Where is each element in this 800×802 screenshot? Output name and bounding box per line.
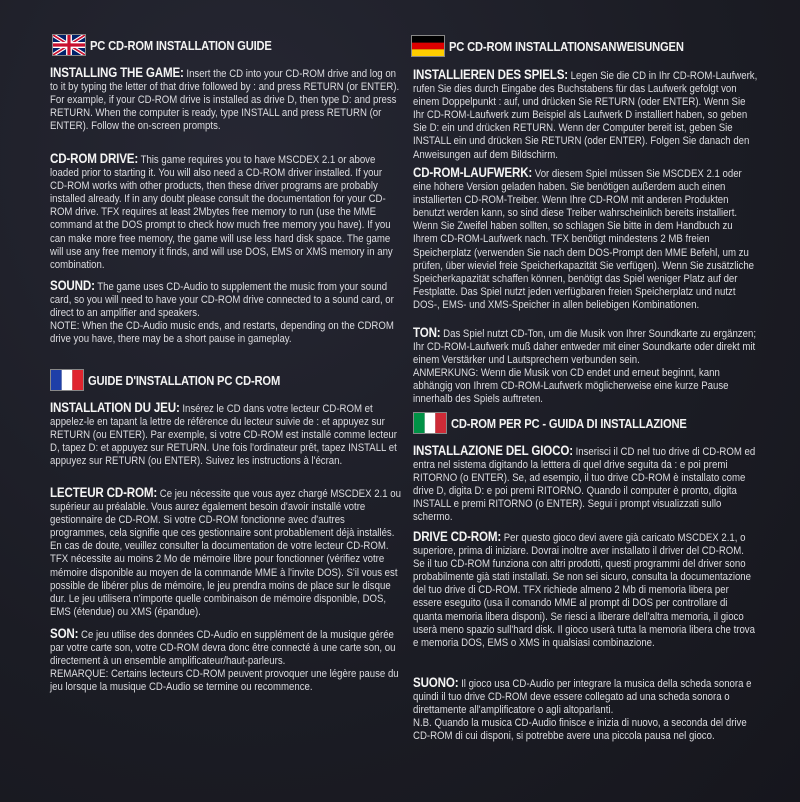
- de-drive-block: [413, 166, 759, 312]
- en-sound-block: [50, 279, 402, 346]
- german-section-title: PC CD-ROM INSTALLATIONSANWEISUNGEN: [449, 38, 684, 54]
- uk-flag-icon: [52, 34, 86, 56]
- fr-install-block: [50, 401, 402, 468]
- de-sound-note: ANMERKUNG: Wenn die Musik von CD endet und erneut beginnt, kann abhängig von Ihrem CD-ROM-Laufwerk möglicherweise eine kurze Pause innerhalb des Spiels auftreten.: [413, 367, 729, 406]
- it-install-heading: INSTALLAZIONE DEL GIOCO:: [413, 443, 573, 458]
- it-drive-heading: DRIVE CD-ROM:: [413, 529, 502, 544]
- de-install-block: [413, 68, 759, 162]
- french-section-title: GUIDE D'INSTALLATION PC CD-ROM: [88, 372, 281, 388]
- english-section-header: [52, 32, 301, 58]
- fr-install-text: Insérez le CD dans votre lecteur CD-ROM et appelez-le en tapant la lettre de référence du lecteur suivie de : et appuyez sur RETURN (ou ENTER). Par exemple, si votre CD-ROM est installé comme lecteur D, tapez D: et appuyez sur RETURN. Une fois l'ordinateur prêt, tapez INSTALL et appuyez sur RETURN (ou ENTER). Suivez les instructions à l'écran.: [50, 403, 397, 468]
- it-sound-text: Il gioco usa CD-Audio per integrare la musica della scheda sonora e quindi il tuo drive CD-ROM deve essere collegato ad una scheda sonora o direttamente all'amplificatore o agli altoparlanti.: [413, 678, 752, 717]
- de-drive-heading: CD-ROM-LAUFWERK:: [413, 165, 533, 180]
- en-drive-text: This game requires you to have MSCDEX 2.1 or above loaded prior to starting it. You will also need a CD-ROM driver installed. If your CD-ROM works with other products, then these driver programs are probably installed already. If in any doubt please consult the documentation for your CD-ROM drive. TFX requires at least 2Mbytes free memory to run (use the MME command at the DOS prompt to check how much free memory you have). If you can make more free memory, the game will use less hard disk space. The game will use any free memory it finds, and will use DOS, EMS or XMS memory in any combination.: [50, 154, 393, 271]
- en-drive-block: [50, 152, 402, 272]
- fr-sound-block: [50, 627, 402, 694]
- fr-drive-block: [50, 486, 402, 619]
- fr-sound-heading: SON:: [50, 626, 79, 641]
- de-install-heading: INSTALLIEREN DES SPIELS:: [413, 67, 568, 82]
- de-install-text: Legen Sie die CD in Ihr CD-ROM-Laufwerk, rufen Sie dies durch Eingabe des Buchstabens für das Laufwerk gefolgt von einem Doppelpunkt : auf, und drücken Sie RETURN (oder ENTER). Wenn Sie Ihr CD-ROM-Laufwerk zum Beispiel als Laufwerk D installiert haben, so geben Sie D: ein und drücken RETURN. Wenn der Computer bereit ist, geben Sie INSTALL ein und drücken Sie RETURN (oder ENTER). Folgen Sie danach den Anweisungen auf dem Bildschirm.: [413, 70, 758, 161]
- it-drive-block: [413, 530, 759, 650]
- de-sound-block: [413, 326, 759, 407]
- de-sound-heading: TON:: [413, 325, 441, 340]
- it-drive-text: Per questo gioco devi avere già caricato MSCDEX 2.1, o superiore, prima di iniziare. Dovrai inoltre aver installato il driver del CD-ROM. Se il tuo CD-ROM funziona con altri prodotti, questi programmi del driver sono probabilmente già stati installati. Se non sei sicuro, consulta la documentazione del tuo drive di CD-ROM. TFX richiede almeno 2 Mb di memoria libera per essere eseguito (usa il comando MME al prompt di DOS per controllare di quanta memoria libera disponi). Se riesci a liberare dell'altra memoria, il gioco userà meno spazio sull'hard disk. Il gioco userà tutta la memoria libera che trova e memoria DOS, EMS o XMS in qualsiasi combinazione.: [413, 532, 755, 649]
- de-drive-text: Vor diesem Spiel müssen Sie MSCDEX 2.1 oder eine höhere Version geladen haben. Sie benötigen außerdem auch einen installierten CD-ROM-Treiber. Wenn Ihre CD-ROM mit anderen Produkten benutzt werden kann, so sind diese Treiber wahrscheinlich bereits installiert. Wenn Sie Zweifel haben sollten, so schlagen Sie bitte in dem Handbuch zu Ihrem CD-ROM-Laufwerk nach. TFX benötigt mindestens 2 MB freien Speicherplatz (verwenden Sie nach dem DOS-Prompt den MME Befehl, um zu prüfen, über wieviel freie Speicherkapazität Sie verfügen). Wenn Sie zusätzliche Speicherkapazität schaffen können, benötigt das Spiel weniger Platz auf der Festplatte. Das Spiel nutzt jeden verfügbaren freien Speicherplatz und nutzt DOS-, EMS- und XMS-Speicher in allen beliebigen Kombinationen.: [413, 168, 755, 311]
- en-sound-heading: SOUND:: [50, 278, 95, 293]
- en-install-block: [50, 66, 402, 133]
- en-install-heading: INSTALLING THE GAME:: [50, 65, 184, 80]
- it-install-text: Inserisci il CD nel tuo drive di CD-ROM ed entra nel sistema digitando la letttera di quel drive seguita da : e poi premi RITORNO (o ENTER). Se, ad esempio, il tuo drive CD-ROM è installato come drive D, digita D: e poi premi RITORNO. Quando il computer è pronto, digita INSTALL e premi RITORNO (o ENTER). Segui i prompt visualizzati sullo schermo.: [413, 446, 756, 524]
- en-drive-heading: CD-ROM DRIVE:: [50, 151, 139, 166]
- it-install-block: [413, 444, 759, 525]
- en-install-text: Insert the CD into your CD-ROM drive and log on to it by typing the letter of that drive followed by : and press RETURN (or ENTER). For example, if your CD-ROM drive is installed as drive D, then type D: and press RETURN. When the computer is ready, type INSTALL and press RETURN (or ENTER). Follow the on-screen prompts.: [50, 68, 400, 133]
- en-sound-text: The game uses CD-Audio to supplement the music from your sound card, so you will need to have your CD-ROM drive connected to a sound card, or direct to an amplifier and speakers.: [50, 281, 394, 320]
- french-section-header: [50, 367, 311, 393]
- en-sound-note: NOTE: When the CD-Audio music ends, and restarts, depending on the CDROM drive you have, there may be a short pause in gameplay.: [50, 320, 394, 346]
- fr-drive-text: Ce jeu nécessite que vous ayez chargé MSCDEX 2.1 ou supérieur au préalable. Vous aurez également besoin d'avoir installé votre gestionnaire de CD-ROM. Si votre CD-ROM fonctionne avec d'autres programmes, cela signifie que ces gestionnaire sont probablement déjà installés. En cas de doute, veuillez consulter la documentation de votre lecteur CD-ROM. TFX nécessite au moins 2 Mo de mémoire libre pour fonctionner (vérifiez votre mémoire disponible au moyen de la commande MME à l'invite DOS). S'il vous est possible de libérer plus de mémoire, le jeu prendra moins de place sur le disque dur. Le jeu utilisera n'importe quelle combinaison de mémoire disponible, DOS, EMS (étendue) ou XMS (épandue).: [50, 488, 401, 618]
- it-sound-heading: SUONO:: [413, 675, 459, 690]
- de-sound-text: Das Spiel nutzt CD-Ton, um die Musik von Ihrer Soundkarte zu ergänzen; Ihr CD-ROM-Laufwerk muß daher entweder mit einer Soundkarte oder direkt mit einem Verstärker und Lautsprechern verbunden sein.: [413, 328, 757, 367]
- fr-sound-note: REMARQUE: Certains lecteurs CD-ROM peuvent provoquer une légère pause du jeu lorsque la musique CD-Audio se termine ou recommence.: [50, 668, 399, 694]
- italian-flag-icon: [413, 412, 447, 434]
- fr-drive-heading: LECTEUR CD-ROM:: [50, 485, 158, 500]
- it-sound-note: N.B. Quando la musica CD-Audio finisce e inizia di nuovo, a seconda del drive CD-ROM di cui disponi, si potrebbe avere una piccola pausa nel gioco.: [413, 717, 747, 743]
- german-section-header: [411, 33, 722, 59]
- italian-section-header: [413, 410, 725, 436]
- fr-sound-text: Ce jeu utilise des données CD-Audio en supplément de la musique gérée par votre carte son, votre CD-ROM devra donc être connecté à une carte son, ou directement à un ensemble amplificateur/haut-parleurs.: [50, 629, 396, 668]
- it-sound-block: [413, 676, 759, 743]
- english-section-title: PC CD-ROM INSTALLATION GUIDE: [90, 37, 272, 53]
- german-flag-icon: [411, 35, 445, 57]
- fr-install-heading: INSTALLATION DU JEU:: [50, 400, 180, 415]
- italian-section-title: CD-ROM PER PC - GUIDA DI INSTALLAZIONE: [451, 415, 687, 431]
- french-flag-icon: [50, 369, 84, 391]
